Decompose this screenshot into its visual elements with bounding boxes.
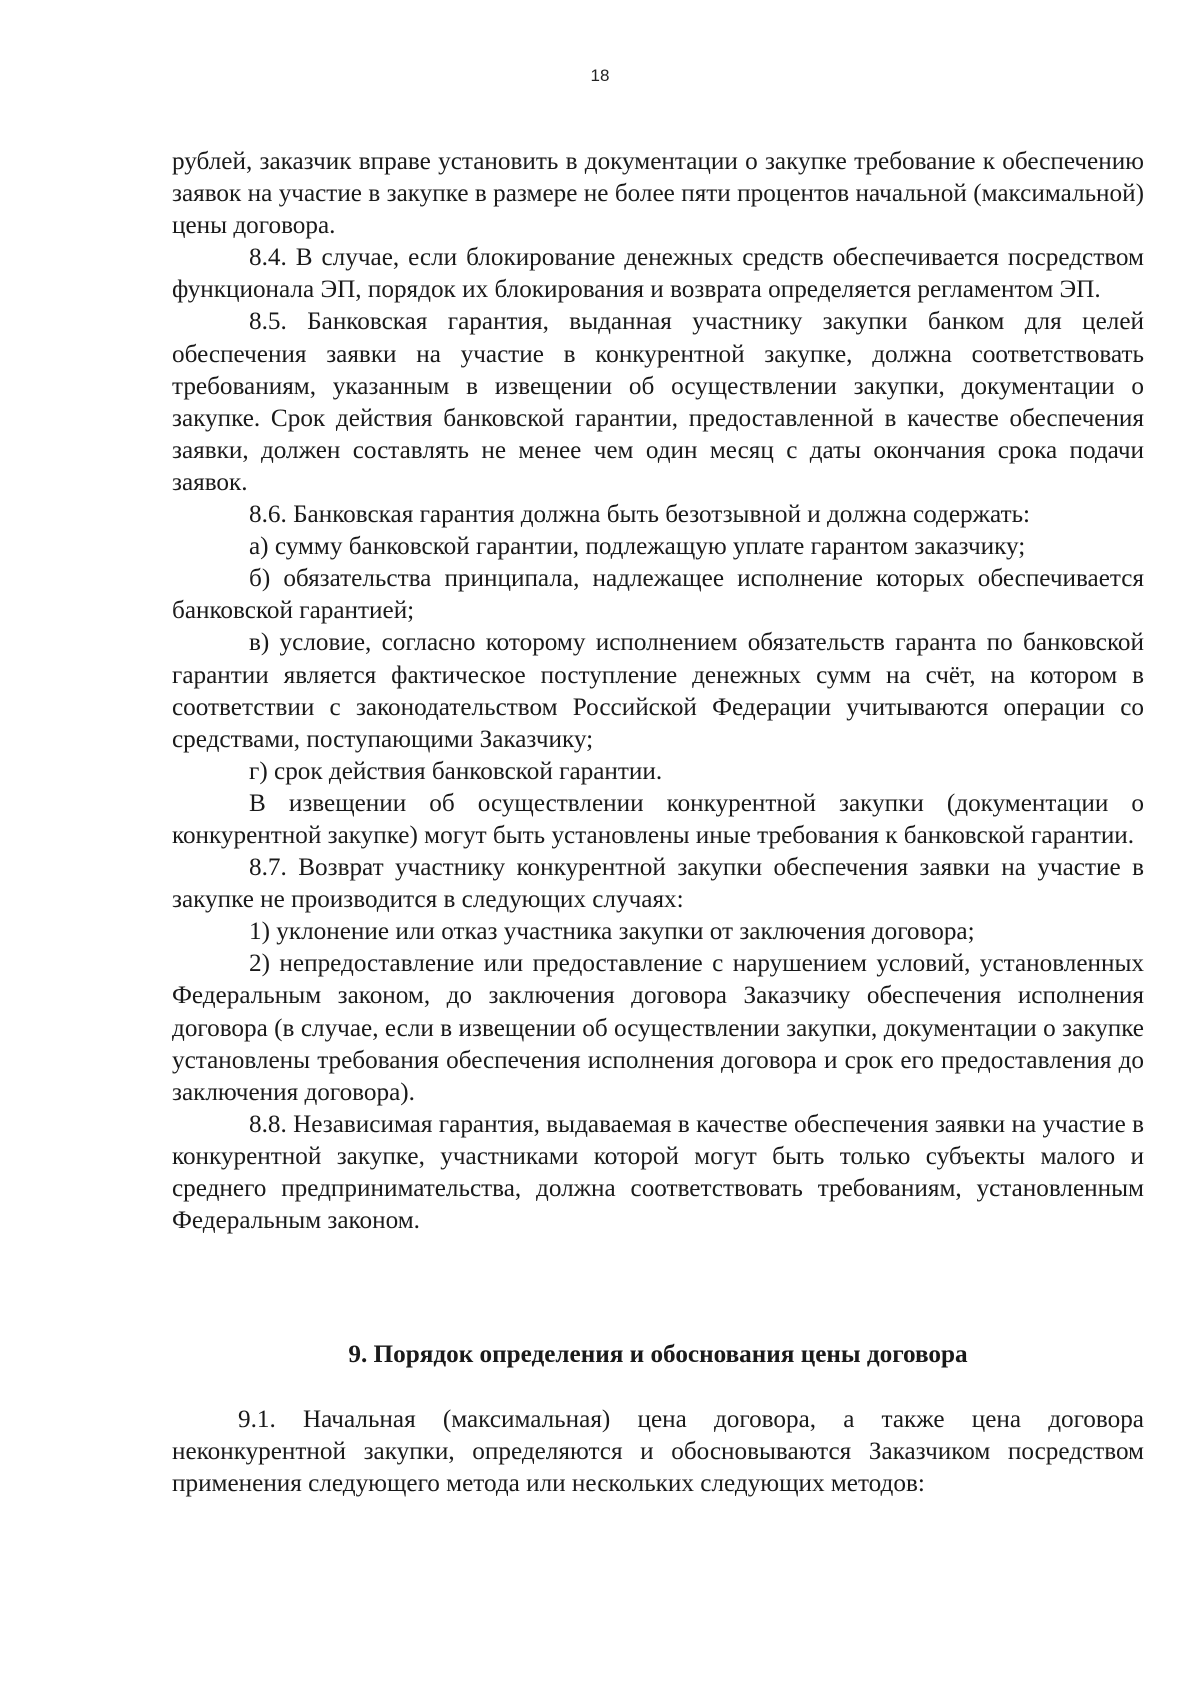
paragraph-continuation: рублей, заказчик вправе установить в документации о закупке требование к обеспечению заявок на участие в закупке в размере не более пяти процентов начальной (максимальной) цены договора. [172,148,1144,240]
section-heading: 9. Порядок определения и обоснования цены договора [348,1341,968,1368]
list-item-a: а) сумму банковской гарантии, подлежащую уплате гарантом заказчику; [249,533,1026,561]
document-body [172,146,1144,1237]
list-item-2: 2) непредоставление или предоставление с нарушением условий, установленных Федеральным законом, до заключения договора Заказчику обеспечения исполнения договора (в случае, если в извещении об осуществлении закупки, документации о закупке установлены требования обеспечения исполнения договора и срок его предоставления до заключения договора). [172,950,1144,1106]
paragraph-8-6: 8.6. Банковская гарантия должна быть безотзывной и должна содержать: [249,501,1031,529]
list-item-g: г) срок действия банковской гарантии. [249,757,663,785]
paragraph-8-4: 8.4. В случае, если блокирование денежных средств обеспечивается посредством функционала ЭП, порядок их блокирования и возврата определяется регламентом ЭП. [172,244,1144,304]
paragraph-notice-requirements: В извещении об осуществлении конкурентной закупки (документации о конкурентной закупке) могут быть установлены иные требования к банковской гарантии. [172,789,1144,849]
paragraph-9-1: 9.1. Начальная (максимальная) цена договора, а также цена договора неконкурентной закупки, определяются и обосновываются Заказчиком посредством применения следующего метода или нескольких следующих методов: [172,1406,1144,1498]
list-item-v: в) условие, согласно которому исполнением обязательств гаранта по банковской гарантии является фактическое поступление денежных сумм на счёт, на котором в соответствии с законодательством Российской Федерации учитываются операции со средствами, поступающими Заказчику; [172,629,1144,753]
list-item-1: 1) уклонение или отказ участника закупки от заключения договора; [249,918,975,946]
page-number: 18 [590,66,610,85]
list-item-b: б) обязательства принципала, надлежащее исполнение которых обеспечивается банковской гарантией; [172,565,1144,625]
paragraph-8-8: 8.8. Независимая гарантия, выдаваемая в качестве обеспечения заявки на участие в конкурентной закупке, участниками которой могут быть только субъекты малого и среднего предпринимательства, должна соответствовать требованиям, установленным Федеральным законом. [172,1110,1144,1235]
paragraph-8-7: 8.7. Возврат участнику конкурентной закупки обеспечения заявки на участие в закупке не производится в следующих случаях: [172,854,1144,914]
section-body [172,1404,1144,1500]
paragraph-8-5: 8.5. Банковская гарантия, выданная участнику закупки банком для целей обеспечения заявки на участие в конкурентной закупке, должна соответствовать требованиям, указанным в извещении об осуществлении закупки, документации о закупке. Срок действия банковской гарантии, предоставленной в качестве обеспечения заявки, должен составлять не менее чем один месяц с даты окончания срока подачи заявок. [172,308,1144,496]
